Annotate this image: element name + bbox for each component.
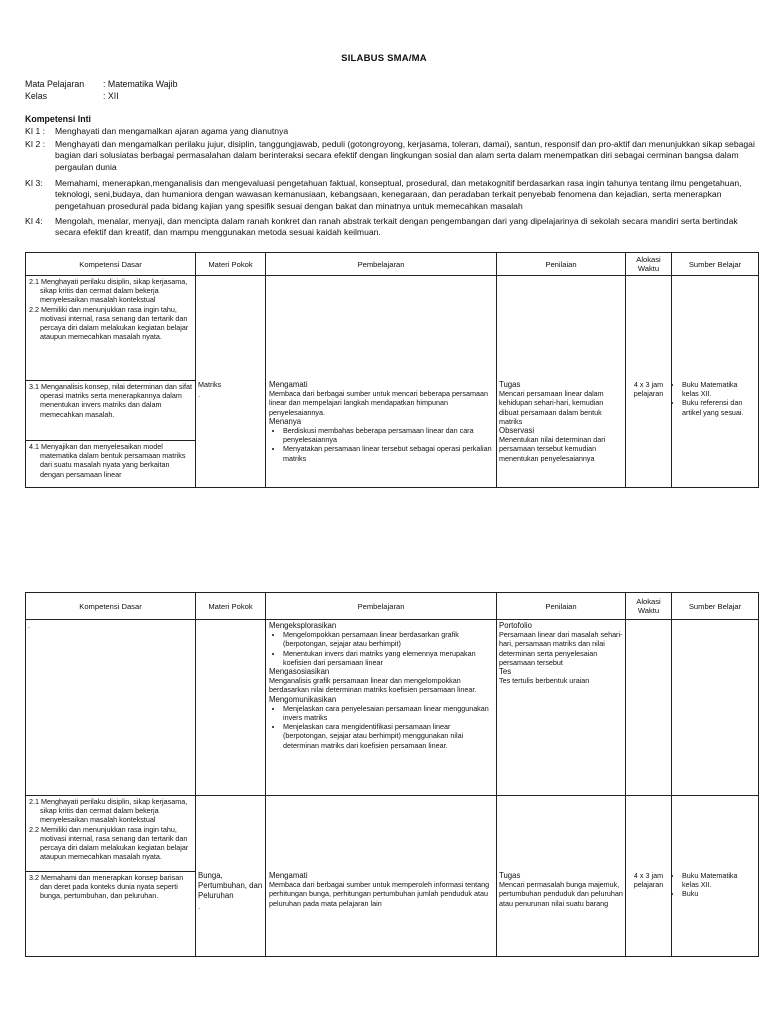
kd-item: 2.2 Memiliki dan menunjukkan rasa ingin tahu, motivasi internal, rasa senang dan tertarik dan percaya diri dalam melakukan kegiatan belajar ataupun memecahkan masalah nyata. (29, 304, 189, 342)
assessment-heading: Tes (499, 667, 512, 677)
pembelajaran-cell (266, 276, 497, 488)
list-item: • Menyatakan persamaan linear tersebut sebagai operasi perkalian matriks (283, 444, 493, 462)
header-kd: Kompetensi Dasar (26, 253, 196, 276)
alokasi-text: 4 x 3 jam pelajaran (633, 871, 664, 890)
assessment-heading: Tugas (499, 380, 521, 389)
materi-dot: . (198, 390, 200, 400)
kd-skill (26, 440, 195, 480)
list-item: • Menjelaskan cara mengidentifikasi persamaan linear (berpotongan, sejajar atau berhimpit) menggunakan nilai determinan matriks dari koefisien persamaan linear. (283, 722, 493, 750)
sumber-cell (672, 620, 759, 796)
header-penilaian: Penilaian (497, 253, 626, 276)
materi-text: Bunga, Pertumbuhan, dan Peluruhan (198, 871, 263, 900)
ki-text: Menghayati dan mengamalkan perilaku jujur, disiplin, tanggungjawab, peduli (gotongroyong, kerjasama, toleran, damai), santun, responsif dan pro-aktif dan menunjukkan sikap sebagai bagian dari solusiatas berbagai permasalahan dalam berinteraksi secara efektif dengan lingkungan sosial dan alam serta dalam menempatkan diri sebagai cerminan bangsa dalam pergaulan dunia (55, 139, 755, 172)
kd-item: 4.1 Menyajikan dan menyelesaikan model matematika dalam bentuk persamaan matriks dari suatu masalah nyata yang berkaitan dengan persamaan linear (29, 442, 186, 479)
activity-text: Membaca dari berbagai sumber untuk mencari beberapa persamaan linear dan mempelajari langkah mendapatkan himpunan penyelesaiannya. (269, 389, 488, 417)
list-item: • Mengelompokkan persamaan linear berdasarkan grafik (berpotongan, sejajar atau berhimpit) (283, 630, 493, 648)
list-item: • Menentukan invers dari matriks yang elemennya merupakan koefisien dari persamaan linear (283, 649, 493, 667)
sumber-cell (672, 796, 759, 957)
assessment-text: Tes tertulis berbentuk uraian (499, 676, 590, 686)
kd-cell (26, 796, 196, 957)
list-item: • Buku Matematika kelas XII. (682, 380, 756, 398)
table-row (26, 620, 759, 796)
assessment-text: Menentukan nilai determinan dari persamaan tersebut kemudian menentukan penyelesaiannya (499, 435, 606, 463)
ki-1 (25, 126, 760, 137)
header-alokasi: Alokasi Waktu (626, 593, 672, 620)
assessment-heading: Portofolio (499, 621, 532, 630)
kd-item: 2.1 Menghayati perilaku disiplin, sikap kerjasama, sikap kritis dan cermat dalam bekerja menyelesaikan masalah kontekstual (29, 797, 188, 825)
header-pembelajaran: Pembelajaran (266, 253, 497, 276)
activity-heading: Mengamati (269, 871, 308, 880)
sumber-list (672, 871, 756, 899)
table-row (26, 276, 759, 488)
sumber-spacer (672, 796, 758, 870)
pembelajaran-cell (266, 620, 497, 796)
kd-attitude (26, 796, 195, 871)
pembelajaran-content (266, 870, 496, 909)
header-sumber: Sumber Belajar (672, 593, 759, 620)
header-penilaian: Penilaian (497, 593, 626, 620)
activity-heading: Mengeksplorasikan (269, 621, 337, 630)
alokasi-cell (626, 796, 672, 957)
sumber-list (672, 380, 756, 417)
kd-item: 2.1 Menghayati perilaku disiplin, sikap kerjasama, sikap kritis dan cermat dalam bekerja menyelesaikan masalah kontekstual (29, 277, 188, 305)
header-alokasi: Alokasi Waktu (626, 253, 672, 276)
penilaian-content (497, 379, 625, 464)
kd-cell: . (26, 620, 196, 796)
penilaian-cell (497, 276, 626, 488)
list-item: • Buku (682, 889, 756, 898)
activity-heading: Menanya (269, 416, 302, 426)
kd-item: 2.2 Memiliki dan menunjukkan rasa ingin tahu, motivasi internal, rasa senang dan tertarik dan percaya diri dalam melakukan kegiatan belajar ataupun memecahkan masalah nyata. (29, 824, 189, 862)
activity-bullets (269, 704, 493, 750)
ki-2 (25, 139, 760, 173)
ki-heading: Kompetensi Inti (25, 114, 91, 124)
pembelajaran-cell (266, 796, 497, 957)
pembelajaran-spacer (266, 276, 496, 379)
materi-cell (196, 276, 266, 488)
meta-class (25, 91, 119, 101)
meta-value: : XII (103, 91, 119, 101)
assessment-heading: Tugas (499, 871, 521, 880)
kd-item: 3.2 Memahami dan menerapkan konsep barisan dan deret pada konteks dunia nyata seperti bunga, pertumbuhan, dan peluruhan. (29, 873, 184, 901)
list-item: • Buku referensi dan artikel yang sesuai. (682, 398, 756, 416)
assessment-text: Mencari permasalah bunga majemuk, pertumbuhan penduduk dan peluruhan atau penurunan nilai suatu barang (499, 880, 623, 908)
syllabus-table-2 (25, 592, 759, 957)
materi-cell (196, 620, 266, 796)
syllabus-table-1 (25, 252, 759, 488)
materi-cell (196, 796, 266, 957)
table-row (26, 796, 759, 957)
sumber-spacer (672, 276, 758, 379)
activity-text: Membaca dari berbagai sumber untuk memperoleh informasi tentang perhitungan bunga, perhitungan pertumbuhan jumlah penduduk atau peluruhan pada mata pelajaran lain (269, 880, 490, 908)
assessment-text: Persamaan linear dari masalah sehari-hari, persamaan matriks dan nilai determinan serta penyelesaian persamaan tersebut (499, 630, 623, 667)
meta-value: : Matematika Wajib (103, 79, 178, 89)
ki-label: KI 3: (25, 178, 43, 188)
activity-text: Menganalisis grafik persamaan linear dan mengelompokkan berdasarkan nilai determinan matriks koefisien persamaan linear. (269, 676, 477, 695)
activity-heading: Mengasosiasikan (269, 667, 330, 677)
header-materi: Materi Pokok (196, 253, 266, 276)
activity-bullets (269, 630, 493, 667)
materi-spacer (196, 796, 265, 870)
penilaian-spacer (497, 276, 625, 379)
ki-label: KI 2 : (25, 139, 46, 149)
ki-label: KI 4: (25, 216, 43, 226)
kd-attitude (26, 276, 195, 380)
materi-text: Matriks (198, 380, 222, 389)
kd-cell (26, 276, 196, 488)
document-title: SILABUS SMA/MA (341, 53, 427, 64)
materi-spacer (196, 276, 265, 379)
activity-bullets (269, 426, 493, 463)
alokasi-cell (626, 620, 672, 796)
penilaian-content (497, 870, 625, 909)
penilaian-spacer (497, 796, 625, 870)
pembelajaran-content (266, 379, 496, 464)
kd-knowledge (26, 871, 195, 902)
penilaian-cell (497, 796, 626, 957)
alokasi-spacer (626, 276, 671, 379)
meta-key: Kelas (25, 91, 48, 101)
materi-dot: . (198, 902, 200, 911)
ki-label: KI 1 : (25, 126, 46, 136)
sumber-cell (672, 276, 759, 488)
list-item: • Buku Matematika kelas XII. (682, 871, 756, 889)
list-item: • Menjelaskan cara penyelesaian persamaan linear menggunakan invers matriks (283, 704, 493, 722)
table-header-row (26, 593, 759, 620)
ki-text: Mengolah, menalar, menyaji, dan mencipta dalam ranah konkret dan ranah abstrak terkait dengan pengembangan dari yang dipelajarinya di sekolah secara mandiri serta bertindak secara efektif dan kreatif, dan mampu menggunakan metoda sesuai kaidah keilmuan. (55, 216, 738, 238)
header-kd: Kompetensi Dasar (26, 593, 196, 620)
alokasi-cell (626, 276, 672, 488)
header-materi: Materi Pokok (196, 593, 266, 620)
header-pembelajaran: Pembelajaran (266, 593, 497, 620)
assessment-heading: Observasi (499, 426, 535, 436)
ki-3 (25, 178, 760, 212)
kd-knowledge (26, 380, 195, 440)
list-item: • Berdiskusi membahas beberapa persamaan linear dan cara penyelesaiannya (283, 426, 493, 444)
kd-item: 3.1 Menganalisis konsep, nilai determinan dan sifat operasi matriks serta menerapkannya dalam menentukan invers matriks dan dalam memecahkan masalah. (29, 382, 193, 419)
header-sumber: Sumber Belajar (672, 253, 759, 276)
meta-subject (25, 79, 177, 89)
ki-4 (25, 216, 760, 239)
pembelajaran-spacer (266, 796, 496, 870)
alokasi-text: 4 x 3 jam pelajaran (633, 380, 664, 399)
assessment-text: Mencari persamaan linear dalam kehidupan sehari-hari, kemudian dibuat persamaan dalam bentuk matriks (499, 389, 604, 426)
table-header-row (26, 253, 759, 276)
penilaian-cell (497, 620, 626, 796)
ki-text: Memahami, menerapkan,menganalisis dan mengevaluasi pengetahuan faktual, konseptual, prosedural, dan metakognitif berdasarkan rasa ingin tahunya tentang ilmu pengetahuan, teknologi, seni,budaya, dan humaniora dengan wawasan kemanusiaan, kebangsaan, kenegaraan, dan peradaban terkait penyebab fenomena dan kejadian, serta menerapkan pengetahuan prosedural pada bidang kajian yang spesifik sesuai dengan bakat dan minatnya untuk memecahkan masalah (55, 178, 742, 211)
activity-heading: Mengomunikasikan (269, 694, 337, 704)
ki-text: Menghayati dan mengamalkan ajaran agama yang dianutnya (55, 126, 289, 136)
activity-heading: Mengamati (269, 380, 308, 389)
meta-key: Mata Pelajaran (25, 79, 85, 89)
alokasi-spacer (626, 796, 671, 870)
